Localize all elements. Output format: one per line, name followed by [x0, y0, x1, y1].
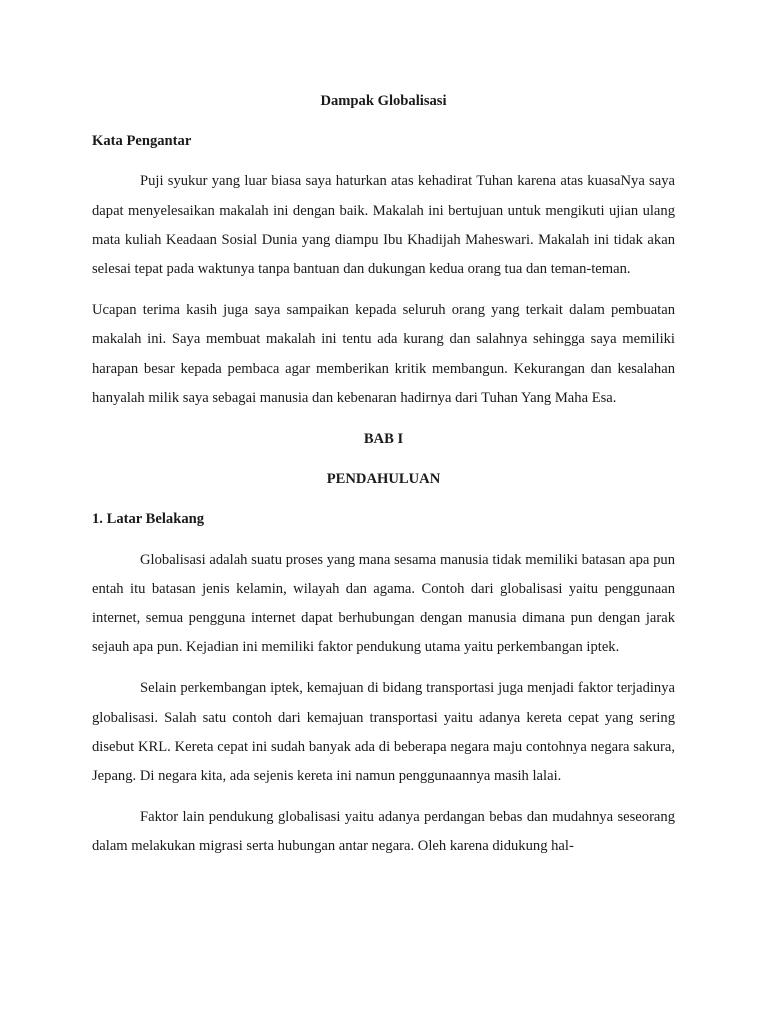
paragraph-kata-pengantar-2: Ucapan terima kasih juga saya sampaikan kepada seluruh orang yang terkait dalam pembuatan makalah ini. Saya membuat makalah ini tentu ada kurang dan salahnya sehingga saya memiliki harapan besar kepada pembaca agar memberikan kritik membangun. Kekurangan dan kesalahan hanyalah milik saya sebagai manusia dan kebenaran hadirnya dari Tuhan Yang Maha Esa. [92, 302, 675, 406]
paragraph-kata-pengantar-1: Puji syukur yang luar biasa saya haturkan atas kehadirat Tuhan karena atas kuasaNya saya dapat menyelesaikan makalah ini dengan baik. Makalah ini bertujuan untuk mengikuti ujian ulang mata kuliah Keadaan Sosial Dunia yang diampu Ibu Khadijah Maheswari. Makalah ini tidak akan selesai tepat pada waktunya tanpa bantuan dan dukungan kedua orang tua dan teman-teman. [92, 173, 675, 278]
document-title: Dampak Globalisasi [320, 93, 447, 109]
paragraph-latar-belakang-1: Globalisasi adalah suatu proses yang mana sesama manusia tidak memiliki batasan apa pun entah itu batasan jenis kelamin, wilayah dan agama. Contoh dari globalisasi yaitu penggunaan internet, semua pengguna internet dapat berhubungan dengan manusia dimana pun dengan jarak sejauh apa pun. Kejadian ini memiliki faktor pendukung utama yaitu perkembangan iptek. [92, 551, 675, 656]
chapter-title: PENDAHULUAN [326, 471, 441, 488]
document-page [92, 87, 675, 874]
paragraph-latar-belakang-3: Faktor lain pendukung globalisasi yaitu adanya perdangan bebas dan mudahnya seseorang dalam melakukan migrasi serta hubungan antar negara. Oleh karena didukung hal- [92, 809, 675, 855]
subsection-heading-latar-belakang: 1. Latar Belakang [92, 511, 205, 528]
chapter-label: BAB I [363, 431, 404, 448]
section-heading-kata-pengantar: Kata Pengantar [92, 133, 192, 150]
paragraph-latar-belakang-2: Selain perkembangan iptek, kemajuan di bidang transportasi juga menjadi faktor terjadinya globalisasi. Salah satu contoh dari kemajuan transportasi yaitu adanya kereta cepat yang sering disebut KRL. Kereta cepat ini sudah banyak ada di beberapa negara maju contohnya negara sakura, Jepang. Di negara kita, ada sejenis kereta ini namun penggunaannya masih lalai. [92, 680, 675, 785]
